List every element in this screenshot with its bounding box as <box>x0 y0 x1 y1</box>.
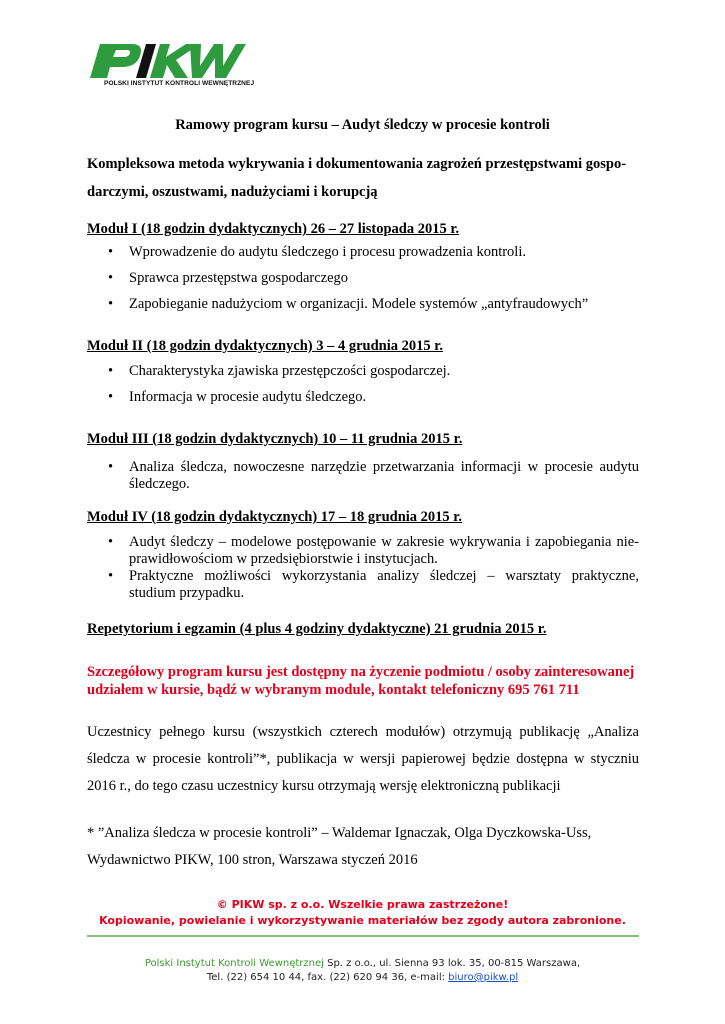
module-2-heading: Moduł II (18 godzin dydaktycznych) 3 – 4 grudnia 2015 r. <box>87 338 443 354</box>
footer-address-text: Sp. z o.o., ul. Sienna 93 lok. 35, 00-815 Warszawa, <box>323 958 581 969</box>
subtitle-line-1: Kompleksowa metoda wykrywania i dokumentowania zagrożeń przestępstwami gospo- <box>87 156 627 172</box>
participants-paragraph: Uczestnicy pełnego kursu (wszystkich czterech modułów) otrzymują publikację „Analiza śledcza w procesie kontroli”*, publikacja w wersji papierowej będzie dostępna w styczniu 2016 r., do tego czasu uczestnicy kursu otrzymają wersję elektroniczną publikacji <box>87 724 639 794</box>
bullet-icon: • <box>108 296 114 312</box>
logo-subtitle: POLSKI INSTYTUT KONTROLI WEWNĘTRZNEJ <box>104 80 255 87</box>
module-4-list <box>87 534 639 602</box>
footer-contact-text: Tel. (22) 654 10 44, fax. (22) 620 94 36, e-mail: <box>206 972 449 983</box>
bullet-icon: • <box>108 568 114 584</box>
list-item: • Informacja w procesie audytu śledczego. <box>87 384 639 410</box>
module-3-list <box>87 459 639 493</box>
list-item: • Analiza śledcza, nowoczesne narzędzie przetwarzania informacji w procesie audytu śledczego. <box>108 459 639 492</box>
copyright-line-2: Kopiowanie, powielanie i wykorzystywanie materiałów bez zgody autora zabronione. <box>99 914 626 927</box>
list-item: • Charakterystyka zjawiska przestępczości gospodarczej. <box>87 358 639 384</box>
list-item: • Sprawca przestępstwa gospodarczego <box>87 265 639 291</box>
bullet-icon: • <box>108 389 114 405</box>
copyright-line-1: © PIKW sp. z o.o. Wszelkie prawa zastrzeżone! <box>216 898 509 911</box>
copyright-notice <box>0 897 725 929</box>
email-link[interactable]: biuro@pikw.pl <box>448 972 519 983</box>
list-item: • Wprowadzenie do audytu śledczego i procesu prowadzenia kontroli. <box>87 239 639 265</box>
publication-footnote <box>87 820 639 874</box>
bullet-icon: • <box>108 244 114 260</box>
module-2-list <box>87 358 639 410</box>
footer-line-2 <box>0 971 725 985</box>
pikw-logo-graphic <box>86 40 246 80</box>
bullet-icon: • <box>108 270 114 286</box>
list-item: • Audyt śledczy – modelowe postępowanie w zakresie wykrywania i zapobiegania nie-prawidłowościom w przedsiębiorstwie i instytucjach. <box>108 534 639 567</box>
footer-line-1 <box>0 957 725 971</box>
list-item: • Zapobieganie nadużyciom w organizacji. Modele systemów „antyfraudowych” <box>87 291 639 317</box>
document-subtitle <box>87 150 639 206</box>
repetytorium-heading: Repetytorium i egzamin (4 plus 4 godziny dydaktyczne) 21 grudnia 2015 r. <box>87 621 547 637</box>
bullet-icon: • <box>108 534 114 550</box>
subtitle-line-2: darczymi, oszustwami, nadużyciami i korupcją <box>87 184 378 200</box>
module-4-heading: Moduł IV (18 godzin dydaktycznych) 17 – 18 grudnia 2015 r. <box>87 509 463 525</box>
module-1-heading: Moduł I (18 godzin dydaktycznych) 26 – 27 listopada 2015 r. <box>87 221 460 237</box>
footnote-line-1: * ”Analiza śledcza w procesie kontroli” – Waldemar Ignaczak, Olga Dyczkowska-Uss, <box>87 825 592 841</box>
bullet-icon: • <box>108 363 114 379</box>
contact-notice: Szczegółowy program kursu jest dostępny na życzenie podmiotu / osoby zainteresowanej udziałem w kursie, bądź w wybranym module, kontakt telefoniczny 695 761 711 <box>87 664 635 698</box>
footer-divider <box>87 935 639 937</box>
footer-address <box>0 957 725 985</box>
footer-org-name: Polski Instytut Kontroli Wewnętrznej <box>144 958 324 969</box>
module-1-list <box>87 239 639 317</box>
pikw-logo <box>86 40 255 94</box>
list-item: • Praktyczne możliwości wykorzystania analizy śledczej – warsztaty praktyczne, studium przypadku. <box>108 568 639 601</box>
footnote-line-2: Wydawnictwo PIKW, 100 stron, Warszawa styczeń 2016 <box>87 852 418 868</box>
document-title: Ramowy program kursu – Audyt śledczy w procesie kontroli <box>175 117 550 133</box>
module-3-heading: Moduł III (18 godzin dydaktycznych) 10 – 11 grudnia 2015 r. <box>87 431 463 447</box>
bullet-icon: • <box>108 459 114 475</box>
